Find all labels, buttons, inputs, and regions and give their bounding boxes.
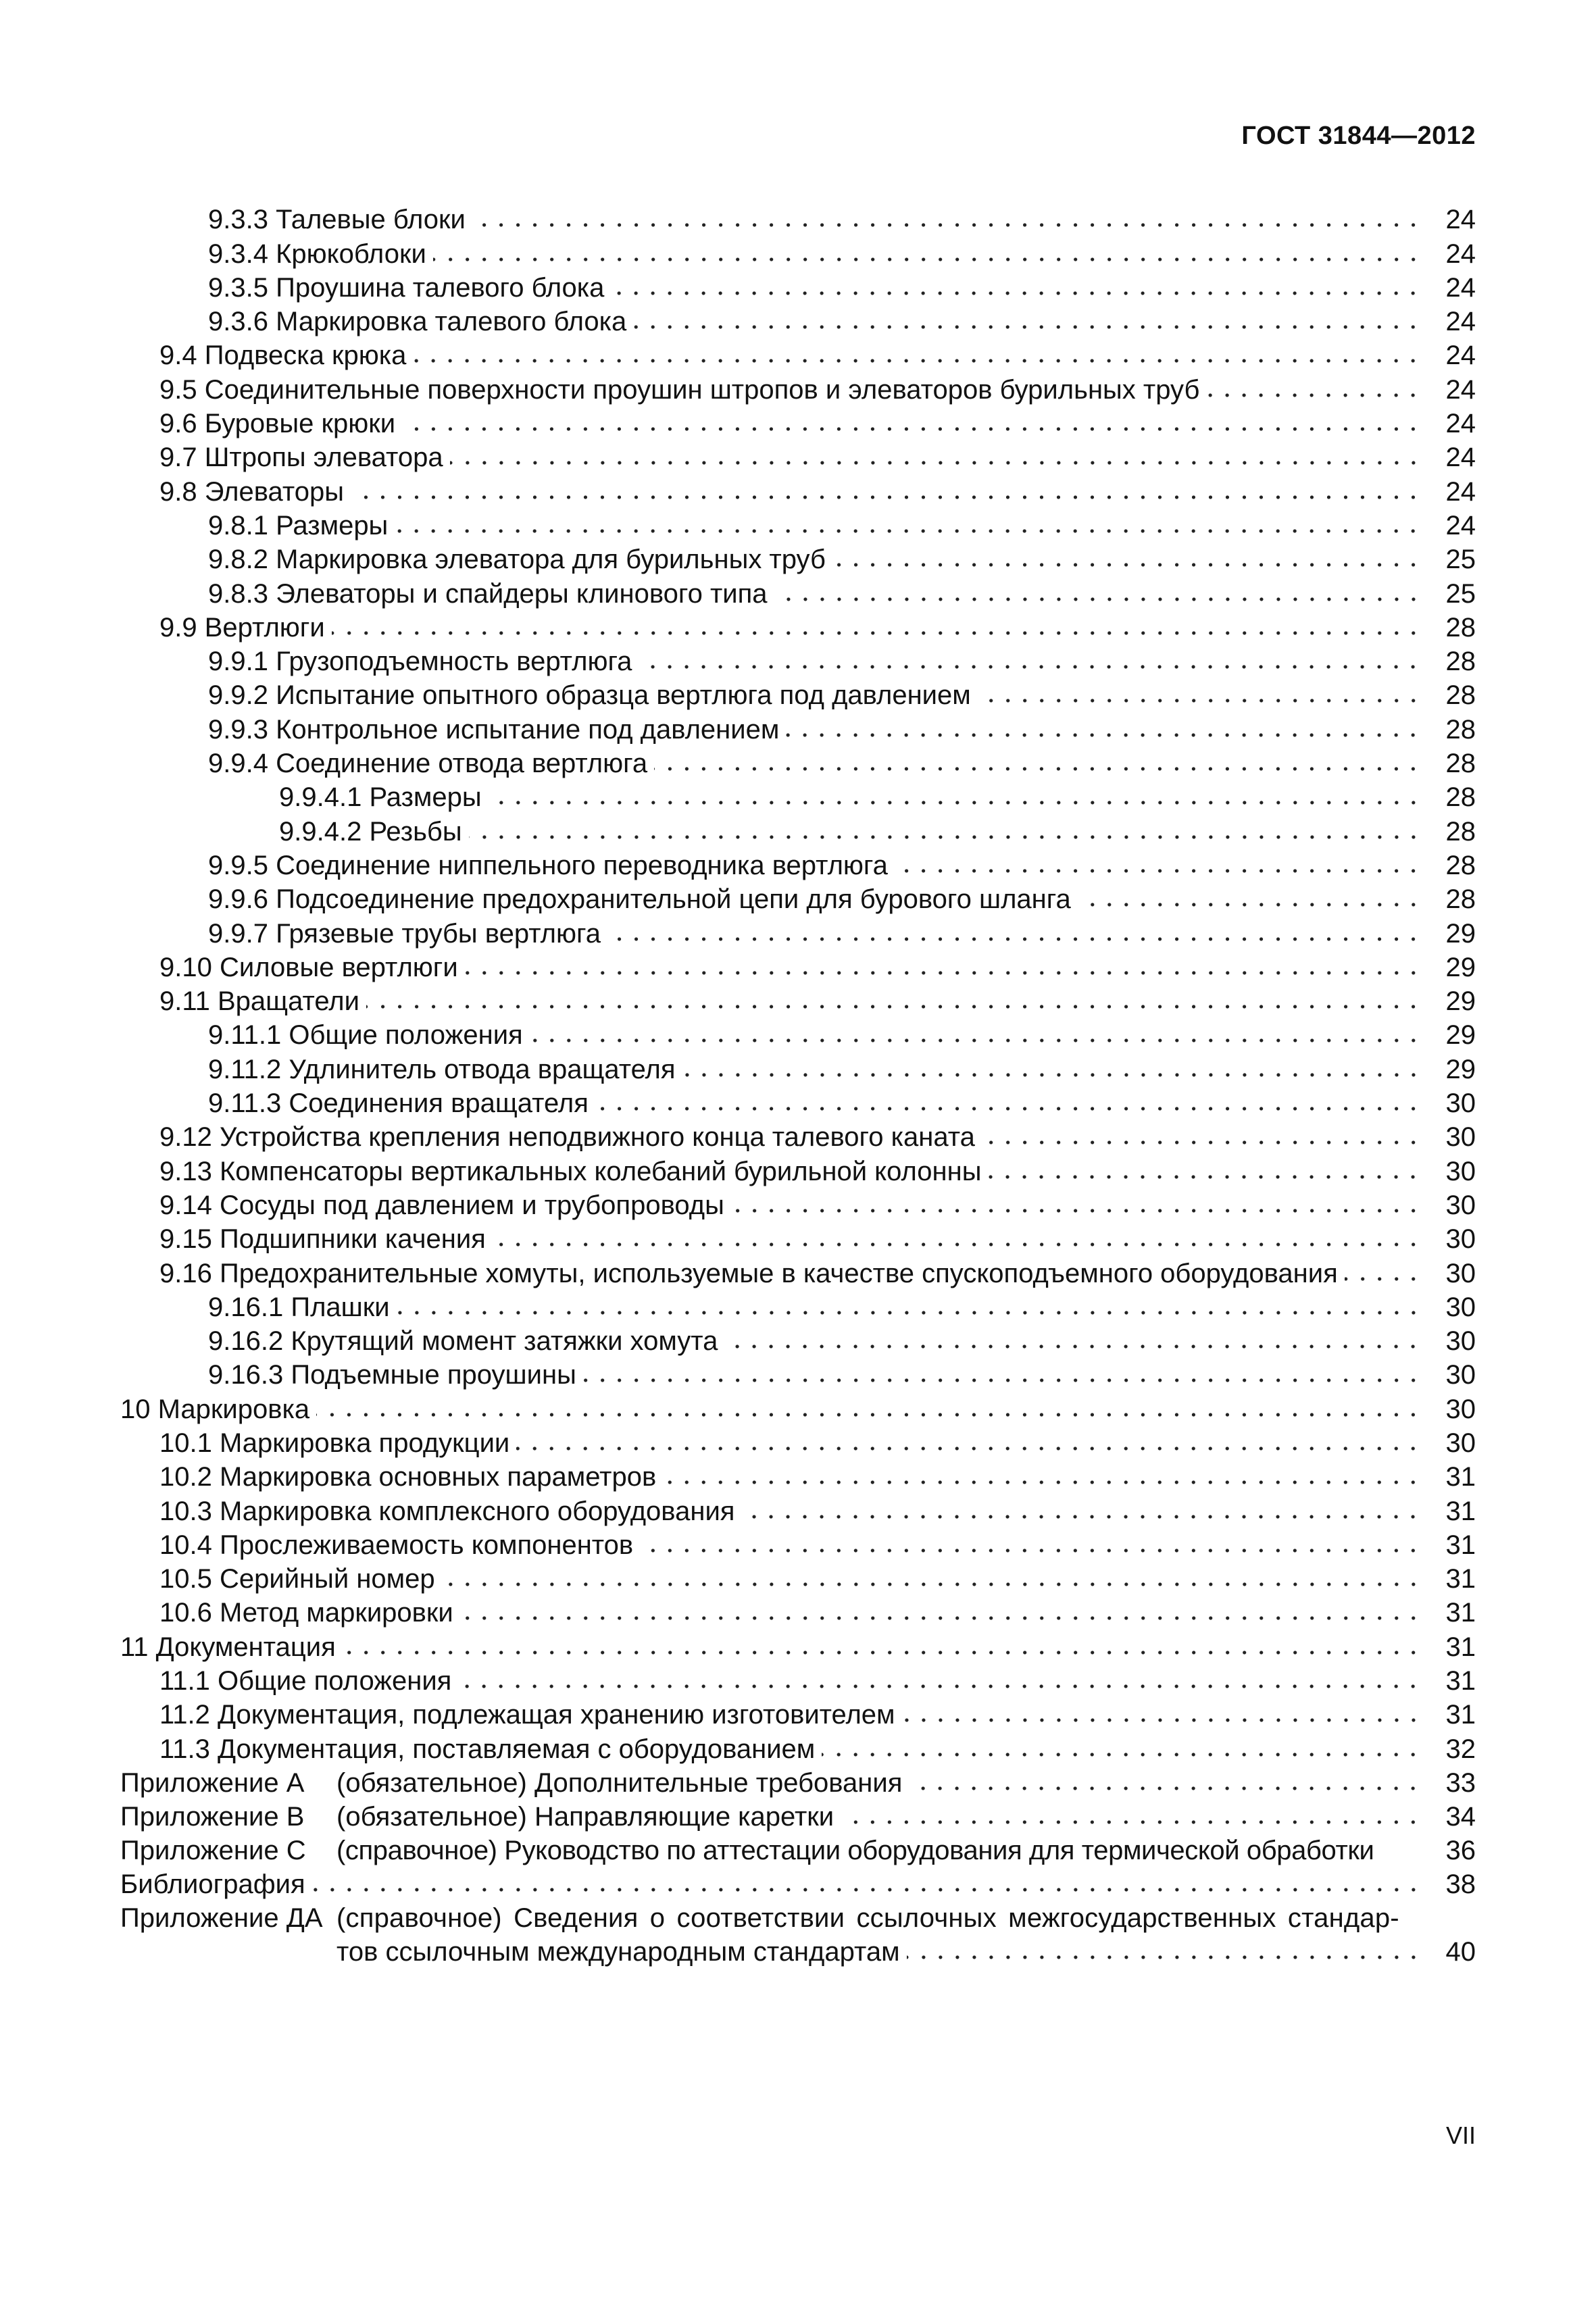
page-number: 31: [1445, 1632, 1476, 1662]
toc-entry-label: 10 Маркировка: [120, 1394, 310, 1424]
toc-entry-label: 9.11.3 Соединения вращателя: [208, 1088, 589, 1119]
toc-entry[interactable]: [120, 984, 1476, 1018]
dot-leader: [343, 1649, 1422, 1657]
toc-entry[interactable]: [120, 372, 1476, 406]
page-number-footer: VII: [1445, 2121, 1476, 2149]
toc-entry-label: 9.16.1 Плашки: [208, 1292, 390, 1322]
dot-leader: [832, 561, 1422, 569]
dot-leader: [516, 1444, 1422, 1453]
page-number: 32: [1445, 1734, 1476, 1764]
toc-entry-label: 9.5 Соединительные поверхности проушин штропов и элеваторов бурильных труб: [159, 374, 1200, 405]
page-number: 29: [1445, 1020, 1476, 1051]
toc-entry-label: 9.16 Предохранительные хомуты, используемые в качестве спускоподъемного оборудования: [159, 1258, 1338, 1288]
page-number: 30: [1445, 1156, 1476, 1186]
dot-leader: [639, 663, 1422, 671]
toc-entry-label: 9.9.5 Соединение ниппельного переводника вертлюга: [208, 850, 888, 880]
toc-entry-label: 9.15 Подшипники качения: [159, 1224, 486, 1255]
toc-bibliography[interactable]: [120, 1867, 1476, 1901]
toc-entry-label: 9.4 Подвеска крюка: [159, 341, 407, 371]
dot-leader: [741, 1513, 1422, 1521]
appendix-title-line2: тов ссылочным международным стандартам: [336, 1936, 900, 1967]
page-number: 29: [1445, 1054, 1476, 1084]
toc-entry[interactable]: [120, 1732, 1476, 1765]
dot-leader: [774, 595, 1422, 603]
toc-entry[interactable]: [120, 1154, 1476, 1188]
toc-entry[interactable]: [120, 543, 1476, 576]
dot-leader: [902, 1716, 1422, 1724]
page-number: 24: [1445, 476, 1476, 507]
page-number: 24: [1445, 272, 1476, 303]
toc-entry[interactable]: [120, 1528, 1476, 1562]
dot-leader: [724, 1342, 1422, 1351]
dot-leader: [909, 1784, 1422, 1792]
page-number: 24: [1445, 307, 1476, 337]
dot-leader: [395, 527, 1422, 535]
toc-entry-label: 10.2 Маркировка основных параметров: [159, 1462, 657, 1492]
dot-leader: [841, 1818, 1422, 1826]
dot-leader: [907, 1953, 1422, 1961]
dot-leader: [530, 1036, 1422, 1045]
toc-entry-label: 9.3.5 Проушина талевого блока: [208, 272, 605, 303]
dot-leader: [654, 765, 1422, 773]
toc-entry[interactable]: [120, 1596, 1476, 1630]
page-number: 28: [1445, 749, 1476, 779]
toc-entry[interactable]: [120, 407, 1476, 441]
dot-leader: [316, 1411, 1422, 1419]
toc-entry-label: 9.6 Буровые крюки: [159, 409, 396, 439]
page-number: 31: [1445, 1700, 1476, 1730]
page-number: 30: [1445, 1428, 1476, 1458]
dot-leader: [1345, 1275, 1422, 1283]
page-number: 25: [1445, 578, 1476, 609]
appendix-title-line1: (справочное) Сведения о соответствии ссылочных межгосударственных стандар-: [336, 1903, 1399, 1933]
page-number: 28: [1445, 680, 1476, 711]
page-number: 28: [1445, 850, 1476, 880]
dot-leader: [472, 221, 1422, 229]
page-number: 40: [1445, 1936, 1476, 1967]
toc-entry-label: 9.3.3 Талевые блоки: [208, 205, 466, 235]
dot-leader: [633, 323, 1422, 331]
page-number: 31: [1445, 1530, 1476, 1560]
page-number: 28: [1445, 647, 1476, 677]
toc-entry[interactable]: [120, 1018, 1476, 1052]
toc-entry-label: 10.4 Прослеживаемость компонентов: [159, 1530, 634, 1560]
toc-entry-label: 10.1 Маркировка продукции: [159, 1428, 510, 1458]
dot-leader: [397, 1309, 1422, 1317]
toc-entry-label: 10.5 Серийный номер: [159, 1564, 435, 1594]
toc-entry[interactable]: [120, 712, 1476, 746]
dot-leader: [583, 1376, 1422, 1384]
toc-entry-label: 9.16.2 Крутящий момент затяжки хомута: [208, 1326, 718, 1357]
toc-entry[interactable]: [120, 814, 1476, 848]
toc-entry-label: 9.9.4.2 Резьбы: [279, 816, 462, 847]
toc-entry-label: 9.8.3 Элеваторы и спайдеры клинового типа: [208, 578, 768, 609]
toc-entry[interactable]: [120, 1256, 1476, 1290]
dot-leader: [460, 1614, 1422, 1622]
toc-entry[interactable]: [120, 1120, 1476, 1154]
toc-entry[interactable]: [120, 1188, 1476, 1222]
toc-appendix-a[interactable]: [120, 1766, 1476, 1800]
dot-leader: [1206, 391, 1422, 399]
page-number: 30: [1445, 1360, 1476, 1390]
toc-entry[interactable]: [120, 678, 1476, 712]
toc-entry-label: 9.9.7 Грязевые трубы вертлюга: [208, 918, 601, 949]
toc-entry-label: 9.9.4.1 Размеры: [279, 782, 482, 813]
page-number: 36: [1445, 1835, 1476, 1865]
page-number: 29: [1445, 986, 1476, 1017]
page-number: 28: [1445, 816, 1476, 847]
toc-entry[interactable]: [120, 1698, 1476, 1732]
dot-leader: [366, 1003, 1422, 1011]
page-number: 33: [1445, 1767, 1476, 1798]
toc-entry-label: 11.1 Общие положения: [159, 1666, 452, 1696]
page-number: 31: [1445, 1462, 1476, 1492]
page-number: 31: [1445, 1666, 1476, 1696]
toc-entry[interactable]: [120, 576, 1476, 610]
toc-entry-label: 9.11.1 Общие положения: [208, 1020, 523, 1051]
dot-leader: [469, 833, 1422, 841]
page-number: 28: [1445, 884, 1476, 915]
dot-leader: [640, 1546, 1422, 1555]
dot-leader: [611, 289, 1422, 297]
toc-entry-label: 9.8.2 Маркировка элеватора для бурильных труб: [208, 545, 826, 575]
toc-entry-label: 9.7 Штропы элеватора: [159, 443, 443, 473]
page-number: 24: [1445, 238, 1476, 269]
dot-leader: [458, 1682, 1422, 1690]
page-number: 24: [1445, 409, 1476, 439]
toc-entry[interactable]: [120, 849, 1476, 882]
page-number: 31: [1445, 1564, 1476, 1594]
appendix-key: Приложение В: [120, 1801, 305, 1832]
dot-leader: [332, 629, 1422, 637]
page-number: 24: [1445, 205, 1476, 235]
toc-entry-label: 9.14 Сосуды под давлением и трубопроводы: [159, 1190, 724, 1220]
toc-entry[interactable]: [120, 1426, 1476, 1460]
toc-entry-label: 9.8.1 Размеры: [208, 510, 389, 540]
toc-entry-label: 11.2 Документация, подлежащая хранению изготовителем: [159, 1700, 895, 1730]
toc-entry-label: 11.3 Документация, поставляемая с оборудованием: [159, 1734, 816, 1764]
page-number: 30: [1445, 1394, 1476, 1424]
dot-leader: [493, 1240, 1422, 1249]
toc-entry-label: 9.3.4 Крюкоблоки: [208, 238, 426, 269]
toc-entry-label: 9.9.4 Соединение отвода вертлюга: [208, 749, 648, 779]
toc-entry-label: 10.3 Маркировка комплексного оборудования: [159, 1496, 735, 1526]
dot-leader: [663, 1478, 1422, 1486]
dot-leader: [1078, 901, 1422, 909]
page-number: 30: [1445, 1122, 1476, 1153]
toc-entry[interactable]: [120, 645, 1476, 678]
page-number: 31: [1445, 1496, 1476, 1526]
toc-entry-label: 9.16.3 Подъемные проушины: [208, 1360, 576, 1390]
dot-leader: [731, 1207, 1422, 1215]
toc-entry[interactable]: [120, 1630, 1476, 1663]
page-number: 28: [1445, 782, 1476, 813]
dot-leader: [450, 459, 1422, 467]
toc-entry[interactable]: [120, 1460, 1476, 1494]
dot-leader: [988, 1173, 1422, 1181]
toc-entry-label: 9.9.2 Испытание опытного образца вертлюга под давлением: [208, 680, 971, 711]
appendix-title: (обязательное) Дополнительные требования: [336, 1767, 903, 1798]
page-number: 34: [1445, 1801, 1476, 1832]
toc-entry[interactable]: [120, 951, 1476, 984]
dot-leader: [489, 799, 1422, 807]
toc-entry-label: 9.11.2 Удлинитель отвода вращателя: [208, 1054, 676, 1084]
toc-entry-label: 10.6 Метод маркировки: [159, 1598, 453, 1628]
toc-entry-label: 9.12 Устройства крепления неподвижного конца талевого каната: [159, 1122, 975, 1153]
toc-entry[interactable]: [120, 509, 1476, 543]
toc-entry[interactable]: [120, 1562, 1476, 1596]
dot-leader: [822, 1751, 1422, 1759]
dot-leader: [595, 1105, 1422, 1113]
appendix-title: (обязательное) Направляющие каретки: [336, 1801, 834, 1832]
page-number: 38: [1445, 1869, 1476, 1899]
page-number: 28: [1445, 612, 1476, 643]
toc-entry[interactable]: [120, 1086, 1476, 1120]
toc-entry[interactable]: [120, 1392, 1476, 1426]
page-number: 30: [1445, 1326, 1476, 1357]
page-number: 24: [1445, 443, 1476, 473]
toc-entry[interactable]: [120, 1494, 1476, 1528]
document-id-header: ГОСТ 31844—2012: [1241, 122, 1476, 150]
page-number: 24: [1445, 510, 1476, 540]
toc-entry[interactable]: [120, 441, 1476, 474]
toc-entry-label: 9.13 Компенсаторы вертикальных колебаний бурильной колонны: [159, 1156, 982, 1186]
toc-entry-label: 9.9.1 Грузоподъемность вертлюга: [208, 647, 632, 677]
toc-entry[interactable]: [120, 1358, 1476, 1392]
dot-leader: [442, 1580, 1422, 1588]
toc-entry-label: 11 Документация: [120, 1632, 336, 1662]
dot-leader: [607, 935, 1422, 943]
toc-entry-label: 9.10 Силовые вертлюги: [159, 952, 458, 982]
page-number: 30: [1445, 1258, 1476, 1288]
appendix-key: Приложение С: [120, 1835, 306, 1865]
page-number: 28: [1445, 714, 1476, 745]
toc-entry[interactable]: [120, 1222, 1476, 1256]
table-of-contents: [120, 203, 1476, 1969]
page-number: 30: [1445, 1292, 1476, 1322]
toc-entry-label: 9.8 Элеваторы: [159, 476, 345, 507]
page-number: 30: [1445, 1190, 1476, 1220]
toc-entry-label: 9.9.3 Контрольное испытание под давлением: [208, 714, 780, 745]
appendix-title: (справочное) Руководство по аттестации оборудования для термической обработки: [336, 1835, 1374, 1865]
toc-entry[interactable]: [120, 747, 1476, 780]
toc-appendix-c[interactable]: [120, 1834, 1476, 1867]
dot-leader: [682, 1071, 1422, 1079]
toc-entry[interactable]: [120, 1664, 1476, 1698]
toc-entry-label: 9.9.6 Подсоединение предохранительной цепи для бурового шланга: [208, 884, 1071, 915]
toc-entry[interactable]: [120, 1324, 1476, 1358]
toc-appendix-b[interactable]: [120, 1800, 1476, 1834]
page-number: 29: [1445, 918, 1476, 949]
toc-entry[interactable]: [120, 611, 1476, 645]
dot-leader: [433, 255, 1422, 263]
dot-leader: [982, 1138, 1422, 1147]
toc-entry[interactable]: [120, 916, 1476, 950]
dot-leader: [351, 493, 1422, 501]
page-number: 24: [1445, 374, 1476, 405]
toc-entry-label: 9.3.6 Маркировка талевого блока: [208, 307, 627, 337]
toc-entry-label: 9.11 Вращатели: [159, 986, 359, 1017]
page-number: 30: [1445, 1224, 1476, 1255]
toc-entry[interactable]: [120, 203, 1476, 236]
toc-entry[interactable]: [120, 1290, 1476, 1324]
dot-leader: [413, 357, 1422, 365]
appendix-key: Приложение А: [120, 1767, 305, 1798]
appendix-key: Приложение ДА: [120, 1903, 323, 1933]
page-number: 25: [1445, 545, 1476, 575]
dot-leader: [402, 425, 1422, 433]
toc-entry[interactable]: [120, 338, 1476, 372]
toc-entry[interactable]: [120, 882, 1476, 916]
dot-leader: [978, 697, 1422, 705]
page-number: 29: [1445, 952, 1476, 982]
page-number: 30: [1445, 1088, 1476, 1119]
toc-entry[interactable]: [120, 236, 1476, 270]
toc-entry[interactable]: [120, 474, 1476, 508]
toc-entry[interactable]: [120, 780, 1476, 814]
dot-leader: [465, 969, 1422, 977]
toc-entry[interactable]: [120, 1052, 1476, 1086]
toc-entry-label: Библиография: [120, 1869, 305, 1899]
toc-entry[interactable]: [120, 271, 1476, 305]
toc-appendix-da[interactable]: [120, 1901, 1476, 1969]
page-number: 31: [1445, 1598, 1476, 1628]
dot-leader: [312, 1886, 1422, 1894]
toc-entry-label: 9.9 Вертлюги: [159, 612, 325, 643]
dot-leader: [786, 731, 1422, 739]
page-number: 24: [1445, 341, 1476, 371]
dot-leader: [895, 867, 1422, 875]
toc-entry[interactable]: [120, 305, 1476, 338]
